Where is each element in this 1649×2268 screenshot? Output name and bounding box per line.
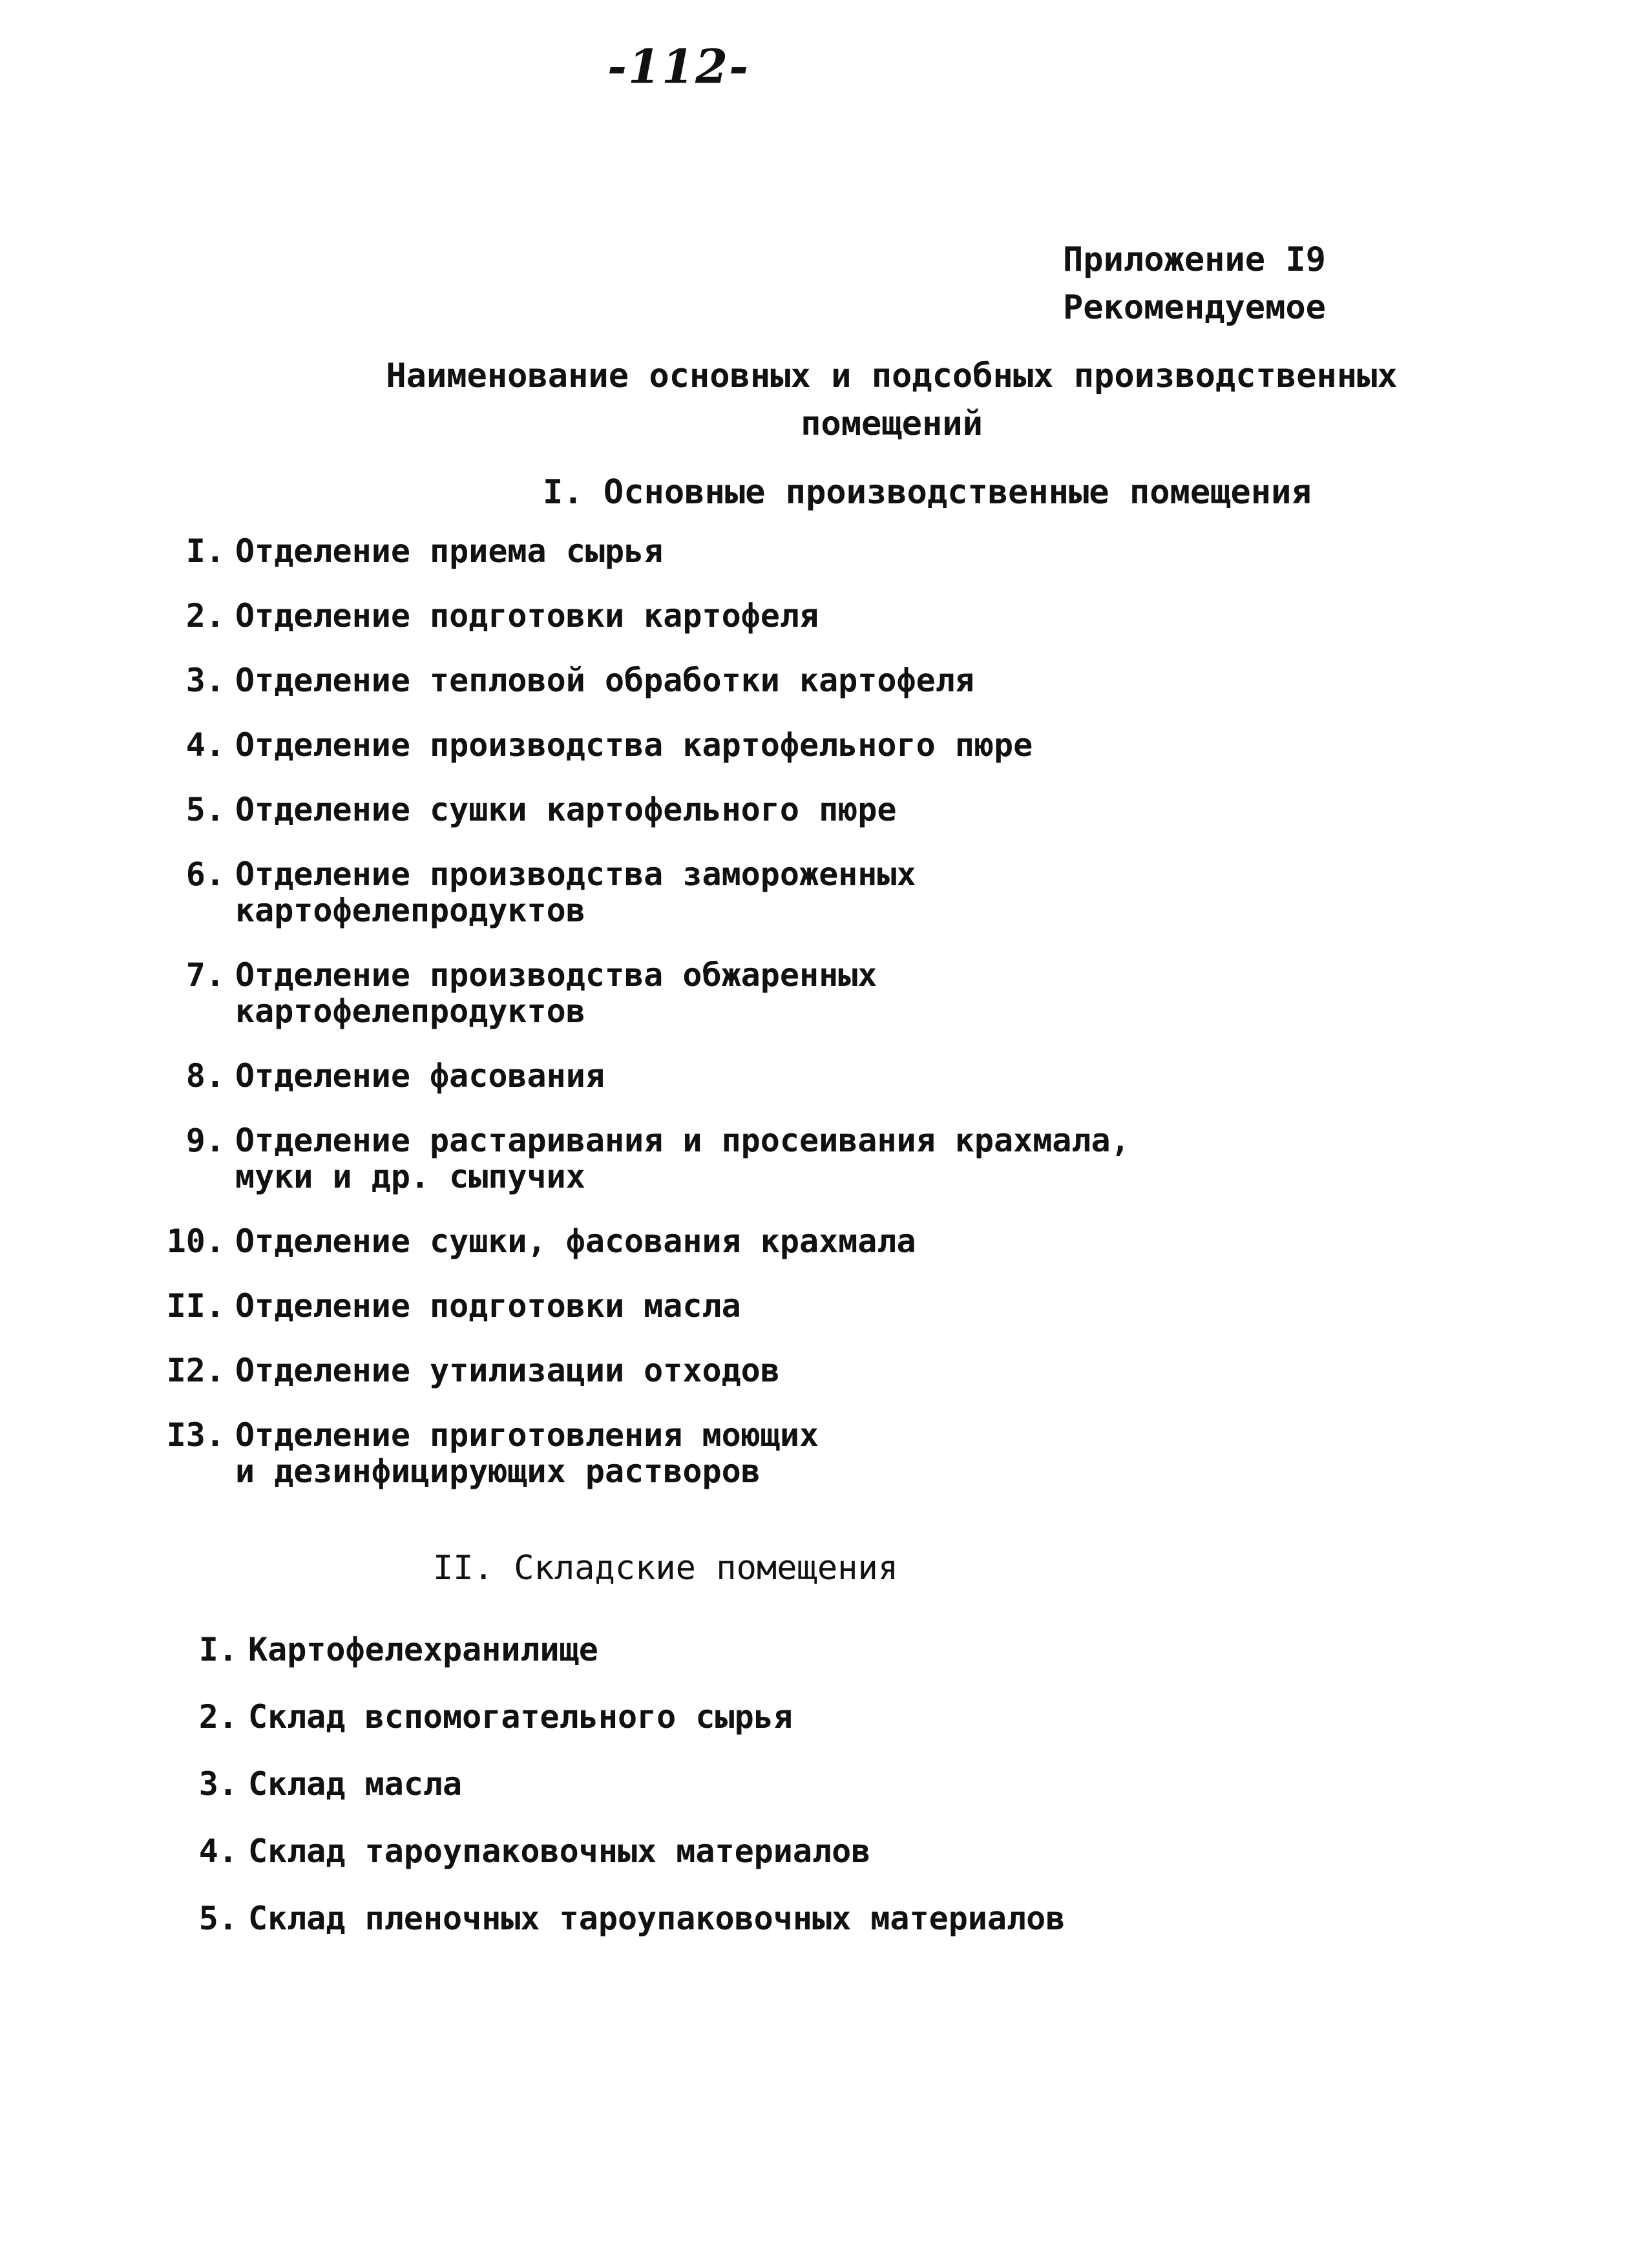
item-number: 10. <box>166 1223 225 1260</box>
item-text: Склад вспомогательного сырья <box>248 1698 793 1736</box>
list-item <box>168 1766 1250 1802</box>
item-text: Склад пленочных тароупаковочных материалов <box>248 1900 1066 1937</box>
list-item <box>155 662 1237 698</box>
item-number: I. <box>185 532 225 570</box>
list-item <box>155 792 1237 828</box>
item-number: 3. <box>198 1765 238 1803</box>
list-item <box>155 957 1237 1029</box>
item-text: Отделение производства обжаренных картофелепродуктов <box>235 956 877 1030</box>
item-text: Отделение утилизации отходов <box>235 1352 780 1389</box>
list-item <box>155 1417 1237 1489</box>
list-item <box>155 1288 1237 1324</box>
document-title: Наименование основных и подсобных производственных помещений <box>386 357 1398 443</box>
item-number: I3. <box>166 1416 225 1454</box>
list-item <box>155 1223 1237 1259</box>
item-text: Отделение фасования <box>235 1057 605 1095</box>
list-item <box>155 1352 1237 1389</box>
item-text: Отделение производства картофельного пюре <box>235 726 1033 764</box>
list-item <box>155 598 1237 634</box>
item-number: 6. <box>185 856 225 893</box>
section-heading-main: I. Основные производственные помещения <box>543 473 1312 512</box>
storage-premises-list <box>168 1632 1250 1968</box>
item-text: Склад масла <box>248 1765 463 1803</box>
list-item <box>155 533 1237 569</box>
item-number: 5. <box>198 1900 238 1937</box>
item-number: II. <box>166 1287 225 1325</box>
item-number: I2. <box>166 1352 225 1389</box>
list-item <box>168 1632 1250 1668</box>
item-number: 4. <box>185 726 225 764</box>
list-item <box>155 856 1237 929</box>
item-number: I. <box>198 1631 238 1668</box>
item-text: Картофелехранилище <box>248 1631 598 1668</box>
item-number: 7. <box>185 956 225 994</box>
item-number: 9. <box>185 1122 225 1159</box>
list-item <box>155 1122 1237 1195</box>
item-number: 2. <box>198 1698 238 1736</box>
item-text: Отделение приема сырья <box>235 532 664 570</box>
item-text: Отделение производства замороженных картофелепродуктов <box>235 856 916 929</box>
item-number: 2. <box>185 597 225 635</box>
item-text: Склад тароупаковочных материалов <box>248 1832 871 1870</box>
item-text: Отделение подготовки масла <box>235 1287 741 1325</box>
list-item <box>168 1900 1250 1937</box>
list-item <box>155 1058 1237 1094</box>
item-number: 8. <box>185 1057 225 1095</box>
list-item <box>168 1699 1250 1735</box>
list-item <box>168 1833 1250 1869</box>
item-text: Отделение растаривания и просеивания крахмала, муки и др. сыпучих <box>235 1122 1130 1195</box>
item-number: 4. <box>198 1832 238 1870</box>
list-item <box>155 727 1237 763</box>
main-premises-list <box>155 533 1237 1518</box>
item-number: 5. <box>185 791 225 828</box>
appendix-label: Приложение I9 <box>1063 240 1326 279</box>
item-text: Отделение сушки, фасования крахмала <box>235 1223 916 1260</box>
item-text: Отделение тепловой обработки картофеля <box>235 662 974 699</box>
appendix-status: Рекомендуемое <box>1063 288 1326 327</box>
item-text: Отделение подготовки картофеля <box>235 597 819 635</box>
item-number: 3. <box>185 662 225 699</box>
section-heading-storage: II. Складские помещения <box>433 1549 899 1588</box>
item-text: Отделение приготовления моющих и дезинфицирующих растворов <box>235 1416 819 1490</box>
page-number: -112- <box>607 39 750 94</box>
appendix-block <box>1063 236 1326 331</box>
item-text: Отделение сушки картофельного пюре <box>235 791 897 828</box>
